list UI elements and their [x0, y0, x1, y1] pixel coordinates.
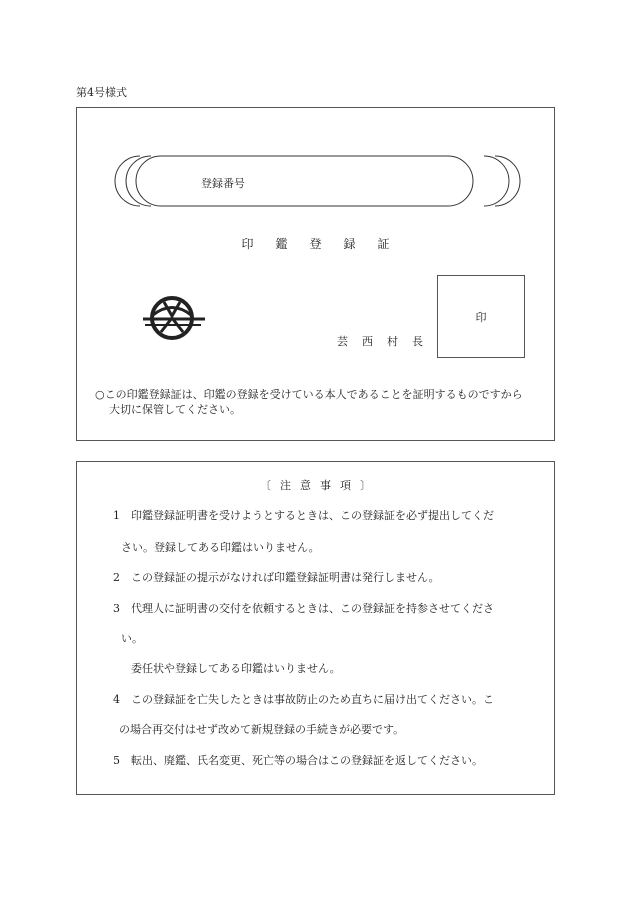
note-line: 委任状や登録してある印鑑はいりません。 [131, 662, 341, 675]
mayor-title: 芸西村長 [337, 335, 437, 348]
note-line: い。 [121, 632, 143, 645]
notes-title: 〔注意事項〕 [260, 479, 380, 492]
village-emblem-icon [139, 288, 209, 348]
note-line: 3 代理人に証明書の交付を依頼するときは、この登録証を持参させてくださ [113, 602, 494, 615]
note-line: の場合再交付はせず改めて新規登録の手続きが必要です。 [119, 723, 405, 736]
registration-number-field-outline [114, 155, 521, 207]
form-number: 第4号様式 [76, 86, 127, 99]
registration-card [76, 107, 555, 441]
registration-number-label: 登録番号 [201, 177, 245, 190]
note-line: さい。登録してある印鑑はいりません。 [121, 541, 320, 554]
card-note-line-2: 大切に保管してください。 [109, 403, 241, 416]
card-note [95, 387, 550, 417]
card-title: 印鑑登録証 [241, 237, 412, 251]
seal-box [437, 275, 525, 358]
card-note-line-1: ○この印鑑登録証は、印鑑の登録を受けている本人であることを証明するものですから [95, 388, 523, 401]
note-line: 2 この登録証の提示がなければ印鑑登録証明書は発行しません。 [113, 571, 440, 584]
note-line: 4 この登録証を亡失したときは事故防止のため直ちに届け出てください。こ [113, 693, 494, 706]
note-line: 1 印鑑登録証明書を受けようとするときは、この登録証を必ず提出してくだ [113, 509, 494, 522]
notes-box [76, 461, 555, 795]
note-line: 5 転出、廃鑑、氏名変更、死亡等の場合はこの登録証を返してください。 [113, 754, 483, 767]
seal-label: 印 [475, 311, 487, 324]
